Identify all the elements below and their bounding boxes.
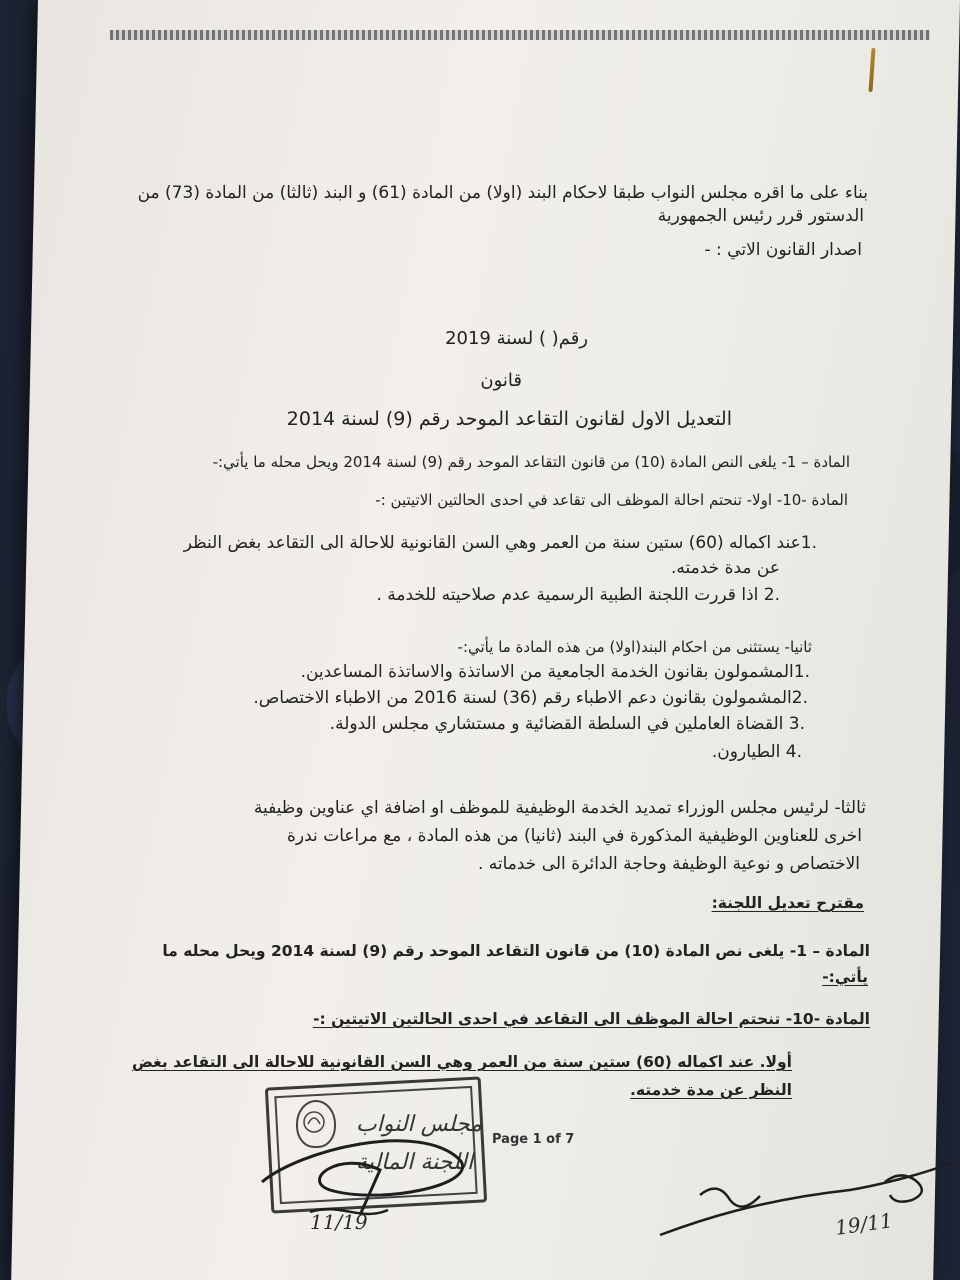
committee-first-line-1: أولا. عند اكماله (60) ستين سنة من العمر وهي السن القانونية للاحالة الى التقاعد بغض (132, 1053, 792, 1071)
law-word: قانون (480, 370, 522, 391)
second-item-1: .1المشمولون بقانون الخدمة الجامعية من الاساتذة والاساتذة المساعدين. (300, 662, 810, 682)
stamp-seal-icon (296, 1100, 336, 1148)
first-item-2: .2 اذا قررت اللجنة الطبية الرسمية عدم صلاحيته للخدمة . (376, 585, 780, 605)
first-item-1-cont: عن مدة خدمته. (670, 558, 780, 578)
law-number: رقم( ) لسنة 2019 (445, 328, 588, 349)
second-heading: ثانيا- يستثنى من احكام البند(اولا) من هذه المادة ما يأتي:- (457, 638, 812, 656)
preamble-line-1: بناء على ما اقره مجلس النواب طبقا لاحكام البند (اولا) من المادة (61) و البند (ثالثا) من المادة (73) من (137, 183, 868, 203)
committee-article-1: المادة – 1- يلغى نص المادة (10) من قانون التقاعد الموحد رقم (9) لسنة 2014 ويحل محله ما (162, 942, 870, 960)
committee-article-10: المادة -10- تنحتم احالة الموظف الى التقاعد في احدى الحالتين الاتيتين :- (313, 1010, 870, 1028)
committee-article-1-cont: يأتي:- (822, 968, 868, 986)
handwritten-date-right: 19/11 (833, 1208, 895, 1240)
page-number: Page 1 of 7 (492, 1132, 575, 1147)
stamp-line-1: مجلس النواب (356, 1112, 482, 1137)
second-item-3: .3 القضاة العاملين في السلطة القضائية و مستشاري مجلس الدولة. (329, 714, 805, 734)
third-line-3: الاختصاص و نوعية الوظيفة وحاجة الدائرة الى خدماته . (477, 854, 860, 874)
first-item-1: .1عند اكماله (60) ستين سنة من العمر وهي السن القانونية للاحالة الى التقاعد بغض النظر (183, 533, 817, 553)
preamble-line-3: اصدار القانون الاتي : - (704, 240, 862, 260)
third-line-2: اخرى للعناوين الوظيفية المذكورة في البند (ثانيا) من هذه المادة ، مع مراعات ندرة (287, 826, 862, 846)
preamble-line-2: الدستور قرر رئيس الجمهورية (657, 206, 864, 226)
official-stamp (265, 1076, 487, 1213)
committee-heading: مقترح تعديل اللجنة: (711, 894, 864, 912)
stamp-line-2: اللجنة المالية (356, 1150, 474, 1175)
article-1: المادة – 1- يلغى النص المادة (10) من قانون التقاعد الموحد رقم (9) لسنة 2014 ويحل محله ما يأتي:- (212, 453, 850, 471)
handwritten-date-left: 11/19 (310, 1210, 368, 1234)
article-10-first: المادة -10- اولا- تنحتم احالة الموظف الى تقاعد في احدى الحالتين الاتيتين :- (375, 491, 848, 509)
law-title: التعديل الاول لقانون التقاعد الموحد رقم (9) لسنة 2014 (286, 408, 732, 430)
second-item-2: .2المشمولون بقانون دعم الاطباء رقم (36) لسنة 2016 من الاطباء الاختصاص. (253, 688, 808, 708)
third-line-1: ثالثا- لرئيس مجلس الوزراء تمديد الخدمة الوظيفية للموظف او اضافة اي عناوين وظيفية (253, 798, 866, 818)
committee-first-line-2: النظر عن مدة خدمته. (630, 1081, 792, 1099)
second-item-4: .4 الطيارون. (711, 742, 802, 762)
